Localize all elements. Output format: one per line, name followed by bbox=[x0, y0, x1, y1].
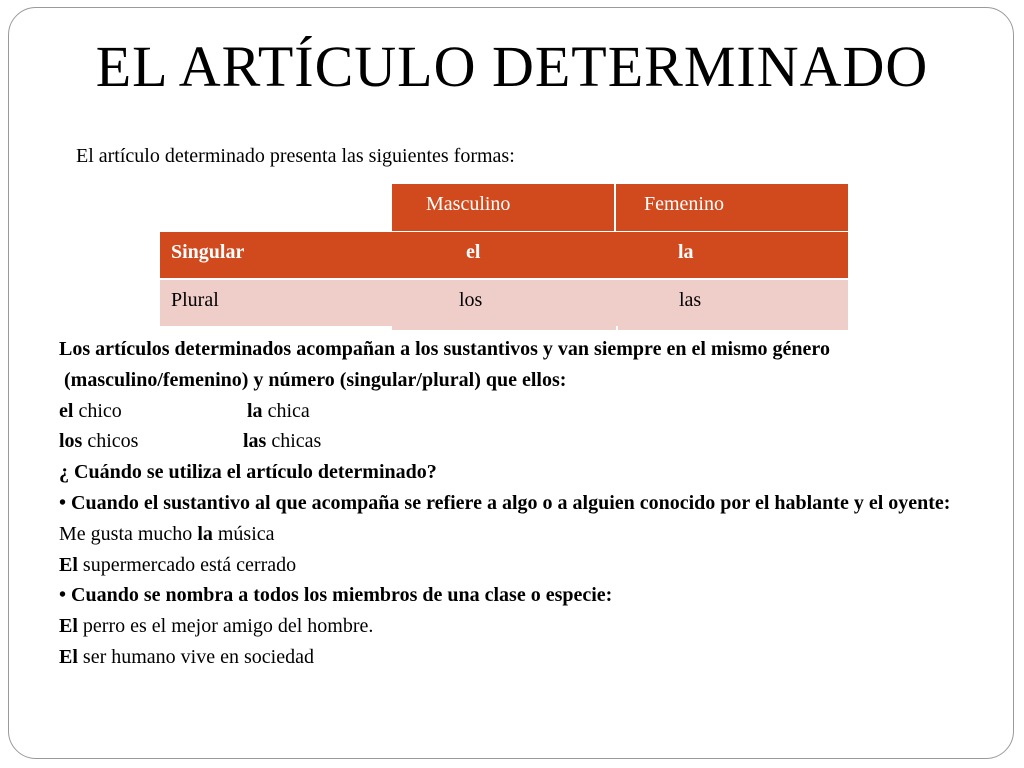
table-row-plural bbox=[160, 280, 848, 326]
example-text: Me gusta mucho bbox=[59, 522, 198, 545]
example-line-singular bbox=[59, 396, 989, 427]
header-masculino: Masculino bbox=[392, 184, 616, 231]
example-article: el bbox=[59, 399, 74, 422]
slide-title: EL ARTÍCULO DETERMINADO bbox=[95, 34, 929, 99]
table-row-overflow bbox=[392, 326, 848, 330]
example-musica bbox=[59, 519, 989, 550]
example-line-plural bbox=[59, 426, 989, 457]
table-header-row bbox=[392, 184, 848, 231]
example-text: supermercado está cerrado bbox=[77, 553, 297, 576]
example-article: El bbox=[59, 553, 78, 576]
slide-body bbox=[59, 334, 989, 673]
example-ser-humano bbox=[59, 642, 989, 673]
example-article: las bbox=[243, 430, 267, 453]
example-text: música bbox=[212, 522, 275, 545]
bullet-text: Cuando se nombra a todos los miembros de una clase o especie: bbox=[71, 584, 613, 607]
header-femenino: Femenino bbox=[644, 193, 724, 215]
bullet-known-referent bbox=[59, 488, 989, 519]
intro-text-1: Los artículos determinados acompañan a los sustantivos y van siempre en el mismo género bbox=[59, 338, 830, 360]
example-noun: chico bbox=[73, 399, 122, 422]
table-row-singular bbox=[160, 232, 848, 278]
bullet-icon: • bbox=[59, 584, 67, 607]
bullet-icon: • bbox=[59, 491, 67, 514]
cell-singular-femenino: la bbox=[678, 241, 694, 263]
example-article: la bbox=[247, 399, 263, 422]
example-perro bbox=[59, 611, 989, 642]
slide-subtitle: El artículo determinado presenta las siguientes formas: bbox=[76, 145, 515, 167]
example-article: la bbox=[197, 522, 213, 545]
example-noun: chicas bbox=[266, 430, 322, 453]
bullet-text: Cuando el sustantivo al que acompaña se refiere a algo o a alguien conocido por el hablante y el oyente: bbox=[71, 491, 951, 514]
cell-plural-masculino: los bbox=[459, 289, 483, 311]
bullet-whole-class bbox=[59, 580, 989, 611]
cell-plural-femenino: las bbox=[679, 289, 702, 311]
intro-text-2: (masculino/femenino) y número (singular/plural) que ellos: bbox=[59, 368, 567, 391]
example-noun: chicos bbox=[82, 430, 139, 453]
example-text: ser humano vive en sociedad bbox=[77, 645, 314, 668]
cell-singular-masculino: el bbox=[466, 241, 481, 263]
example-noun: chica bbox=[262, 399, 310, 422]
example-article: los bbox=[59, 430, 83, 453]
usage-question: ¿ Cuándo se utiliza el artículo determinado? bbox=[59, 461, 437, 484]
example-text: perro es el mejor amigo del hombre. bbox=[77, 615, 374, 638]
example-article: El bbox=[59, 645, 78, 668]
row-label-singular: Singular bbox=[171, 241, 245, 263]
example-supermercado bbox=[59, 550, 989, 581]
example-article: El bbox=[59, 615, 78, 638]
row-label-plural: Plural bbox=[171, 289, 219, 311]
